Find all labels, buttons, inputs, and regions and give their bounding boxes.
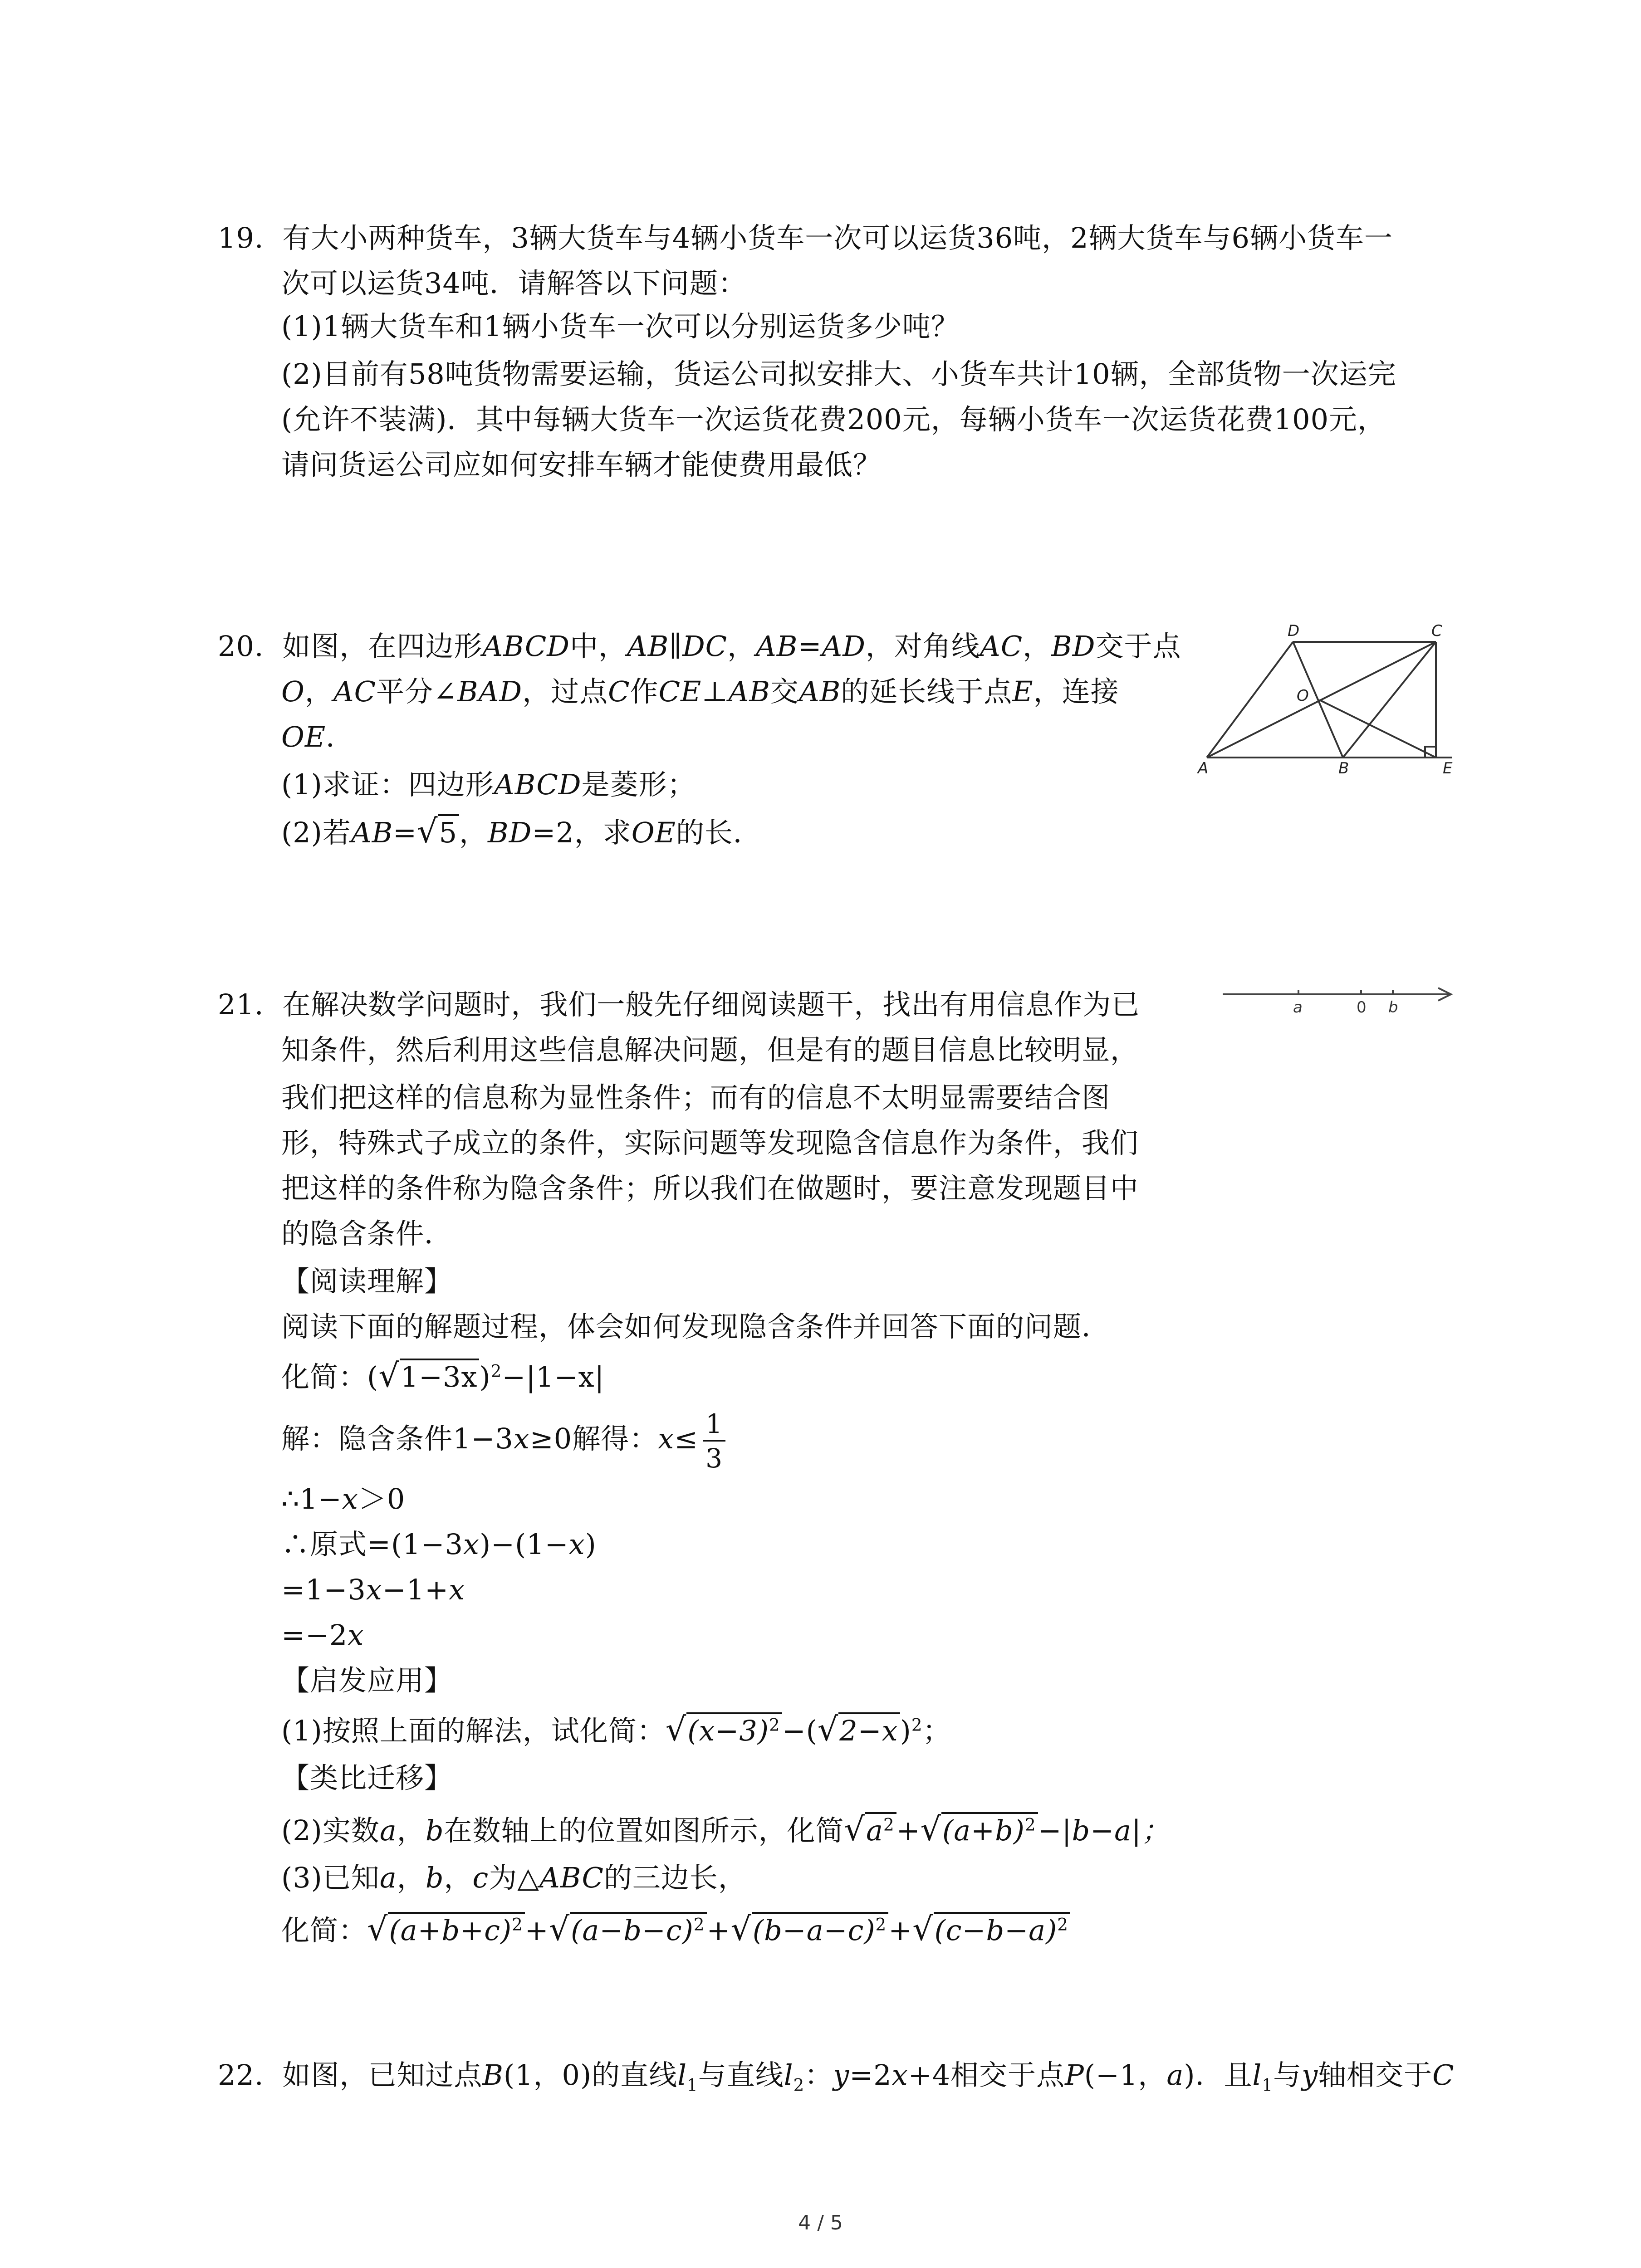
q21-exponent: 2 bbox=[693, 1914, 705, 1935]
section-analogy: 【类比迁移】 bbox=[281, 1761, 453, 1794]
q21-radicand: 2−x bbox=[838, 1712, 900, 1745]
q21-math: ( bbox=[367, 1360, 379, 1393]
q20-line-1 bbox=[218, 628, 1181, 665]
q21-radicand: 1−3x bbox=[400, 1359, 480, 1391]
q22-var: l bbox=[677, 2058, 687, 2092]
q20-text: ， bbox=[459, 816, 488, 849]
q20-text: (2)若 bbox=[281, 816, 351, 849]
q20-text: 的延长线于点 bbox=[841, 675, 1013, 708]
q20-line-2 bbox=[281, 674, 1119, 710]
q21-exponent: 2 bbox=[1024, 1814, 1036, 1835]
q21-var: a bbox=[379, 1814, 397, 1847]
sqrt-sign: √ bbox=[920, 1810, 941, 1848]
q20-text: 中， bbox=[569, 630, 627, 663]
q22-var: y bbox=[833, 2058, 850, 2092]
q22-text: 与 bbox=[1273, 2058, 1302, 2092]
q21-math: ) bbox=[900, 1714, 911, 1747]
q20-var: AB bbox=[728, 675, 770, 708]
q21-intro-line-4: 形，特殊式子成立的条件，实际问题等发现隐含信息作为条件，我们 bbox=[281, 1126, 1139, 1159]
q19-line-1 bbox=[218, 220, 1393, 256]
label-d: D bbox=[1288, 622, 1300, 640]
q20-part-2 bbox=[281, 814, 762, 851]
sqrt-sign: √ bbox=[912, 1910, 934, 1948]
fraction-denominator: 3 bbox=[705, 1443, 723, 1474]
q20-var: AB bbox=[798, 675, 841, 708]
q21-intro-line-1 bbox=[218, 987, 1140, 1023]
q21-intro-line-3: 我们把这样的信息称为显性条件；而有的信息不太明显需要结合图 bbox=[281, 1081, 1111, 1114]
q20-var: AC bbox=[333, 675, 377, 708]
q19-number: 19. bbox=[218, 221, 264, 254]
numberline-label-zero: 0 bbox=[1357, 998, 1367, 1017]
q21-var: x bbox=[342, 1482, 358, 1515]
q21-var: ABC bbox=[539, 1861, 604, 1894]
sqrt-sign: √ bbox=[549, 1910, 570, 1948]
q22-text: (−1， bbox=[1084, 2058, 1167, 2092]
label-a: A bbox=[1198, 759, 1209, 777]
q21-var: x bbox=[658, 1422, 675, 1456]
q21-math: (a+b+c) bbox=[389, 1914, 512, 1947]
numberline-label-a: a bbox=[1293, 998, 1303, 1017]
q20-text: =2，求 bbox=[532, 816, 632, 849]
q21-var: x bbox=[366, 1573, 382, 1606]
q21-math: + bbox=[896, 1814, 921, 1847]
step-1 bbox=[281, 1481, 405, 1517]
q20-text: 如图，在四边形 bbox=[282, 630, 483, 663]
q22-var: y bbox=[1302, 2058, 1318, 2092]
q19-part-2-line-2: (允许不装满)．其中每辆大货车一次运货花费200元，每辆小货车一次运货花费100元， bbox=[281, 403, 1386, 436]
q21-var: a bbox=[379, 1861, 397, 1894]
q22-subscript: 1 bbox=[687, 2075, 698, 2095]
q22-var: a bbox=[1166, 2058, 1184, 2092]
q20-text: ，过点 bbox=[522, 675, 608, 708]
numberline-label-b: b bbox=[1388, 998, 1398, 1017]
q21-number: 21. bbox=[218, 988, 264, 1021]
q21-text: ≤ bbox=[674, 1422, 699, 1456]
q21-intro-line-6: 的隐含条件． bbox=[281, 1217, 453, 1250]
q22-var: x bbox=[892, 2058, 908, 2092]
q20-text: (1)求证：四边形 bbox=[281, 768, 494, 801]
q20-var: BAD bbox=[457, 675, 523, 708]
q21-math: (a+b) bbox=[942, 1814, 1025, 1847]
q22-subscript: 2 bbox=[793, 2075, 805, 2095]
q19-line-2: 次可以运货34吨．请解答以下问题： bbox=[281, 267, 747, 300]
q21-radicand bbox=[388, 1912, 524, 1945]
q21-var: x bbox=[449, 1573, 465, 1606]
q21-var: x bbox=[568, 1528, 585, 1561]
q21-var: x bbox=[348, 1618, 364, 1652]
q19-part-2-line-3: 请问货运公司应如何安排车辆才能使费用最低？ bbox=[281, 448, 882, 481]
label-e: E bbox=[1443, 759, 1453, 777]
q21-text: =−2 bbox=[281, 1618, 348, 1652]
q20-var: CE bbox=[658, 675, 702, 708]
q22-text: =2 bbox=[849, 2058, 892, 2092]
q21-math: −|b−a|； bbox=[1038, 1814, 1170, 1847]
q21-radicand bbox=[752, 1912, 888, 1945]
q21-text: ) bbox=[585, 1528, 597, 1561]
q21-radicand bbox=[941, 1812, 1038, 1845]
q21-exponent: 2 bbox=[875, 1914, 887, 1935]
q21-text: 化简： bbox=[281, 1914, 367, 1947]
q22-var: B bbox=[482, 2058, 504, 2092]
q22-text: ： bbox=[804, 2058, 833, 2092]
q20-part-1 bbox=[281, 767, 696, 803]
q22-text: 与直线 bbox=[698, 2058, 784, 2092]
q20-var: AB=AD bbox=[756, 630, 866, 663]
analogy-part-3-expression bbox=[281, 1912, 1070, 1949]
q21-text: 在解决数学问题时，我们一般先仔细阅读题干，找出有用信息作为已 bbox=[282, 988, 1140, 1021]
q22-var: l bbox=[1252, 2058, 1262, 2092]
q21-exponent: 2 bbox=[883, 1814, 895, 1835]
reading-text: 阅读下面的解题过程，体会如何发现隐含条件并回答下面的问题． bbox=[281, 1310, 1111, 1343]
q21-exponent: 2 bbox=[490, 1361, 502, 1381]
q20-text: 交于点 bbox=[1095, 630, 1181, 663]
analogy-part-3 bbox=[281, 1860, 747, 1896]
q20-line-3 bbox=[281, 719, 354, 755]
q21-exponent: 2 bbox=[911, 1715, 923, 1735]
q20-var: ABCD bbox=[482, 630, 570, 663]
q22-line-1 bbox=[218, 2057, 1455, 2093]
q22-number: 22. bbox=[218, 2058, 264, 2092]
sqrt-sign: √ bbox=[378, 1357, 400, 1394]
q21-text: 的三边长， bbox=[603, 1861, 747, 1894]
apply-part-1 bbox=[281, 1712, 951, 1749]
solution-line bbox=[281, 1408, 725, 1474]
sqrt-sign: √ bbox=[417, 812, 438, 850]
q21-text: =1−3 bbox=[281, 1573, 366, 1606]
q21-radicand bbox=[865, 1812, 896, 1845]
q21-math: −|1−x| bbox=[502, 1360, 605, 1393]
q21-exponent: 2 bbox=[1057, 1914, 1068, 1935]
page-number: 4 / 5 bbox=[798, 2211, 843, 2234]
q20-number: 20. bbox=[218, 630, 264, 663]
fraction bbox=[703, 1408, 725, 1474]
q20-var: AB∥DC bbox=[627, 630, 728, 663]
q21-text: )−(1− bbox=[479, 1528, 569, 1561]
q21-math: (b−a−c) bbox=[752, 1914, 876, 1947]
q21-text: ， bbox=[397, 1814, 426, 1847]
q21-text: ＞0 bbox=[358, 1482, 406, 1515]
q21-text: (2)实数 bbox=[281, 1814, 380, 1847]
q21-text: 化简： bbox=[281, 1360, 367, 1393]
q21-text: 在数轴上的位置如图所示，化简 bbox=[444, 1814, 844, 1847]
q21-exponent: 2 bbox=[769, 1715, 780, 1735]
q20-text: = bbox=[393, 816, 417, 849]
q22-subscript: 1 bbox=[1262, 2075, 1274, 2095]
q21-text: 解：隐含条件1−3 bbox=[281, 1422, 514, 1456]
q21-number-line bbox=[1216, 980, 1461, 1021]
q21-math: + bbox=[524, 1914, 549, 1947]
q19-part-1: (1)1辆大货车和1辆小货车一次可以分别运货多少吨？ bbox=[281, 310, 960, 343]
q21-intro-line-2: 知条件，然后利用这些信息解决问题，但是有的题目信息比较明显， bbox=[281, 1033, 1139, 1066]
step-4 bbox=[281, 1617, 364, 1653]
step-3 bbox=[281, 1572, 465, 1608]
q20-text: ，对角线 bbox=[865, 630, 980, 663]
sqrt-sign: √ bbox=[665, 1711, 687, 1748]
section-reading: 【阅读理解】 bbox=[281, 1265, 453, 1298]
q21-var: x bbox=[513, 1422, 530, 1456]
sqrt-sign: √ bbox=[730, 1910, 752, 1948]
q22-text: 轴相交于 bbox=[1318, 2058, 1433, 2092]
q21-var: c bbox=[472, 1861, 489, 1894]
q21-math: (c−b−a) bbox=[934, 1914, 1058, 1947]
q21-text: ； bbox=[922, 1714, 951, 1747]
q21-math: ) bbox=[479, 1360, 491, 1393]
q21-math: + bbox=[888, 1914, 913, 1947]
q21-text: ∴原式=(1−3 bbox=[281, 1528, 463, 1561]
q22-var: C bbox=[1432, 2058, 1455, 2092]
q20-figure-rhombus bbox=[1189, 617, 1470, 780]
q20-text: 作 bbox=[630, 675, 659, 708]
step-2 bbox=[281, 1526, 597, 1563]
q20-text: 平分∠ bbox=[376, 675, 458, 708]
q21-intro-line-5: 把这样的条件称为隐含条件；所以我们在做题时，要注意发现题目中 bbox=[281, 1172, 1139, 1205]
q20-text: ⊥ bbox=[701, 675, 729, 708]
q20-text: ， bbox=[304, 675, 333, 708]
q21-text: ≥0解得： bbox=[529, 1422, 658, 1456]
q21-radicand bbox=[686, 1712, 782, 1745]
q20-text: ， bbox=[727, 630, 756, 663]
fraction-numerator: 1 bbox=[703, 1411, 725, 1442]
label-b: B bbox=[1338, 759, 1349, 777]
q19-text: 有大小两种货车，3辆大货车与4辆小货车一次可以运货36吨，2辆大货车与6辆小货车一 bbox=[282, 221, 1393, 254]
q20-var: OE bbox=[281, 720, 326, 753]
q20-var: BD bbox=[1051, 630, 1096, 663]
q20-var: AB bbox=[351, 816, 393, 849]
q21-math: a bbox=[866, 1814, 883, 1847]
q22-var: P bbox=[1065, 2058, 1084, 2092]
q20-var: OE bbox=[631, 816, 676, 849]
q21-radicand bbox=[934, 1912, 1070, 1945]
q20-var: AC bbox=[980, 630, 1023, 663]
q21-math: + bbox=[706, 1914, 731, 1947]
section-apply: 【启发应用】 bbox=[281, 1664, 453, 1697]
q21-var: b bbox=[425, 1861, 444, 1894]
q20-var: BD bbox=[488, 816, 532, 849]
label-o: O bbox=[1297, 687, 1309, 705]
q21-var: b bbox=[425, 1814, 444, 1847]
q20-text: ． bbox=[326, 720, 355, 753]
q20-text: ，连接 bbox=[1033, 675, 1119, 708]
q21-text: ， bbox=[397, 1861, 426, 1894]
q21-text: 为△ bbox=[489, 1861, 539, 1894]
q21-text: −1+ bbox=[382, 1573, 449, 1606]
sqrt-sign: √ bbox=[844, 1810, 865, 1848]
q21-var: x bbox=[463, 1528, 480, 1561]
q20-text: 是菱形； bbox=[581, 768, 696, 801]
q21-math: (a−b−c) bbox=[571, 1914, 694, 1947]
q21-radicand bbox=[570, 1912, 706, 1945]
q22-text: (1，0)的直线 bbox=[503, 2058, 678, 2092]
q20-var: E bbox=[1012, 675, 1034, 708]
q21-text: (1)按照上面的解法，试化简： bbox=[281, 1714, 666, 1747]
sqrt-sign: √ bbox=[817, 1711, 839, 1748]
q19-part-2-line-1: (2)目前有58吨货物需要运输，货运公司拟安排大、小货车共计10辆，全部货物一次运完 bbox=[281, 357, 1396, 391]
q22-text: 如图，已知过点 bbox=[282, 2058, 483, 2092]
q21-text: ， bbox=[444, 1861, 473, 1894]
q21-text: (3)已知 bbox=[281, 1861, 380, 1894]
q21-text: ∴1− bbox=[281, 1482, 342, 1515]
sqrt-sign: √ bbox=[367, 1910, 388, 1948]
q22-var: l bbox=[784, 2058, 794, 2092]
label-c: C bbox=[1431, 622, 1442, 640]
q20-var: O bbox=[281, 675, 305, 708]
analogy-part-2 bbox=[281, 1812, 1170, 1849]
q20-var: ABCD bbox=[494, 768, 582, 801]
q20-radicand: 5 bbox=[438, 814, 459, 847]
q22-text: +4相交于点 bbox=[908, 2058, 1065, 2092]
q22-text: )．且 bbox=[1184, 2058, 1253, 2092]
q20-text: 的长． bbox=[676, 816, 762, 849]
q20-text: 交 bbox=[770, 675, 799, 708]
example-expression bbox=[281, 1359, 604, 1395]
q21-exponent: 2 bbox=[512, 1914, 523, 1935]
q20-var: C bbox=[608, 675, 630, 708]
q20-text: ， bbox=[1023, 630, 1052, 663]
q21-math: (x−3) bbox=[687, 1714, 769, 1747]
q21-math: −( bbox=[782, 1714, 818, 1747]
